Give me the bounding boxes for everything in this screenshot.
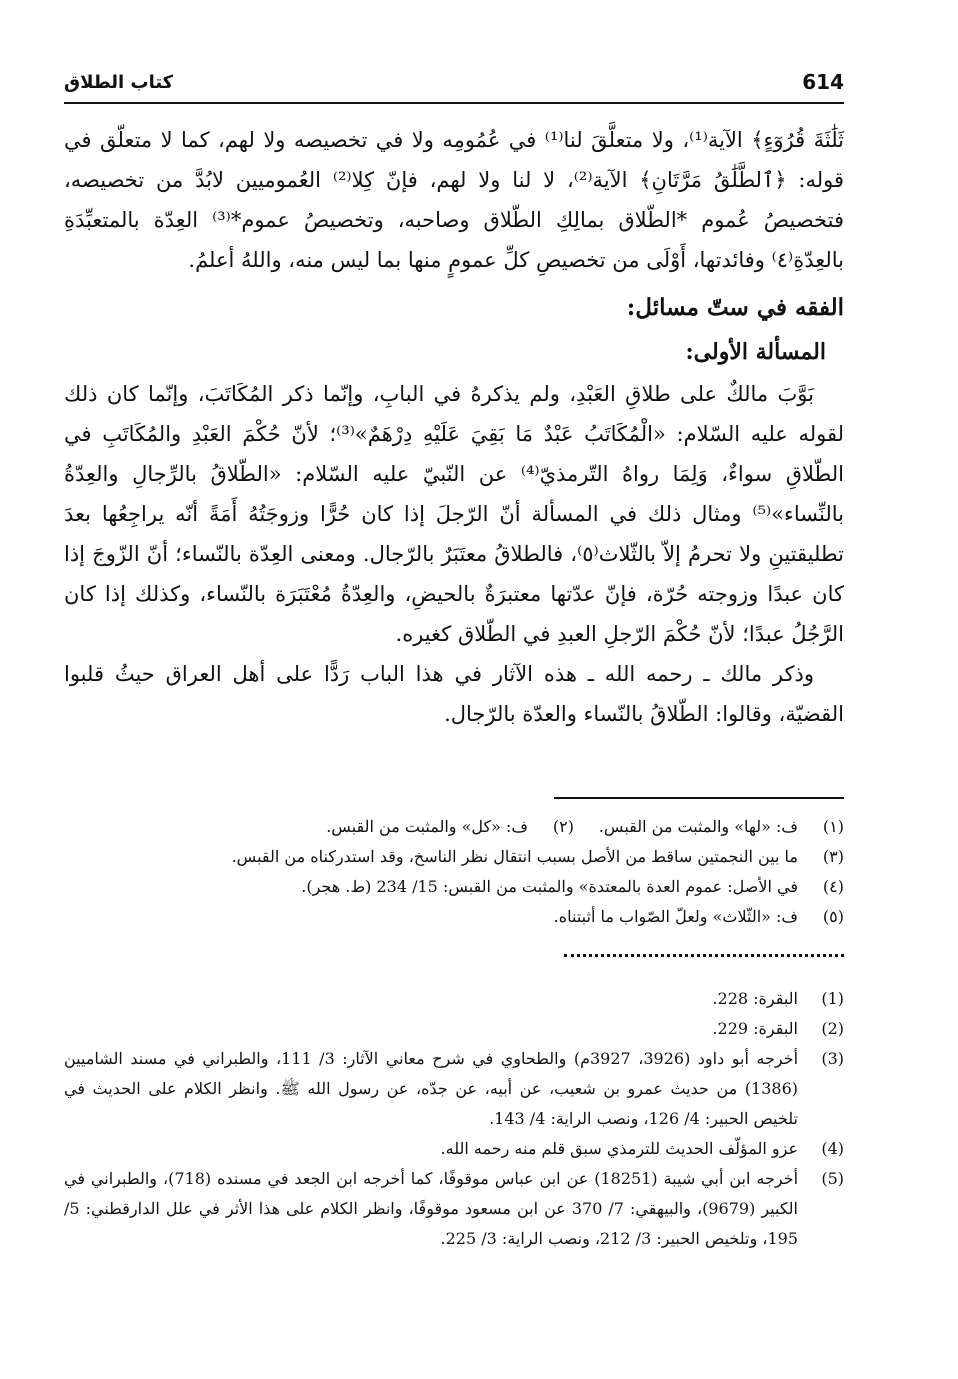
reference-note [64, 1014, 844, 1044]
reference-text: عزو المؤلّف الحديث للترمذي سبق قلم منه رحمه الله. [440, 1139, 798, 1158]
main-text [64, 120, 844, 734]
footnote [304, 812, 574, 842]
footnote-text: ف: «كل» والمثبت من القبس. [326, 817, 528, 836]
reference-text: البقرة: 229. [712, 1019, 798, 1038]
reference-number: (3) [821, 1049, 844, 1068]
subsection-heading: المسألة الأولى: [685, 339, 826, 365]
reference-number: (4) [821, 1139, 844, 1158]
footnote [64, 902, 844, 932]
footnote [64, 872, 844, 902]
dotted-separator [564, 954, 844, 957]
footnote-pair [64, 812, 844, 842]
reference-text: البقرة: 228. [712, 989, 798, 1008]
reference-note [64, 1044, 844, 1134]
reference-footnotes [64, 984, 844, 1254]
editor-footnotes [64, 812, 844, 932]
page-number: 614 [802, 70, 844, 94]
footnote-text: في الأصل: عموم العدة بالمعتدة» والمثبت من القبس: 15/ 234 (ط. هجر). [301, 877, 798, 896]
paragraph-2: بَوَّبَ مالكٌ على طلاقِ العَبْدِ، ولم يذكرهُ في البابِ، وإنّما ذكر المُكَاتَبَ، وإنّما كان ذلك لقوله عليه السّلام: «الْمُكَاتَبُ عَبْدٌ مَا بَقِيَ عَلَيْهِ دِرْهَمٌ»⁽³⁾؛ لأنّ حُكْمَ العَبْدِ والمُكَاتَبِ في الطّلاقِ سواءٌ، وَلِمَا رواهُ التّرمذيّ⁽⁴⁾ عن النّبيّ عليه السّلام: «الطّلاقُ بالرِّجالِ والعِدّةُ بالنِّساء»⁽⁵⁾ ومثال ذلك في المسألة أنّ الرّجلَ إذا كان حُرًّا وزوجَتُهُ أَمَةً أنّه يراجِعُها بعدَ تطليقتينِ ولا تحرمُ إلاّ بالثّلاث⁽٥⁾، فالطلاقُ معتَبَرٌ بالرّجال. ومعنى العِدّة بالنّساء؛ أنّ الزّوجَ إذا كان عبدًا وزوجته حُرّة، فإنّ عدّتها معتبرَةٌ بالحيضِ، والعِدّةُ مُعْتَبَرَة بالنّساء، وكذلك إذا كان الرَّجُلُ عبدًا؛ لأنّ حُكْمَ الرّجلِ العبدِ في الطّلاق كغيره. [64, 382, 845, 646]
reference-number: (2) [821, 1019, 844, 1038]
footnote-number: (٣) [822, 847, 844, 866]
reference-note [64, 1134, 844, 1164]
reference-number: (1) [821, 989, 844, 1008]
paragraph-3: وذكر مالك ـ رحمه الله ـ هذه الآثار في هذا الباب رَدًّا على أهل العراق حيثُ قلبوا القضيّة، وقالوا: الطّلاقُ بالنّساء والعدّة بالرّجال. [64, 662, 844, 726]
footnote [574, 812, 844, 842]
paragraph-1: ثَلَٰثَةَ قُرُوٓءٍ﴾ الآية⁽¹⁾، ولا متعلَّقَ لنا⁽¹⁾ في عُمُومِه ولا في تخصيصه ولا لهم، كما لا متعلّق في قوله: ﴿ٱلطَّلَٰقُ مَرَّتَانِ﴾ الآية⁽²⁾، لا لنا ولا لهم، فإنّ كِلا⁽²⁾ العُموميين لابُدَّ من تخصيصه، فتخصيصُ عُموم *الطّلاق بمالِكِ الطّلاق وصاحبه، وتخصيصُ عموم*⁽³⁾ العِدّة بالمتعبِّدَةِ بالعِدّةِ⁽٤⁾ وفائدتها، أَوْلَى من تخصيصِ كلِّ عمومٍ منها بما ليس منه، واللهُ أعلمُ. [64, 128, 844, 272]
reference-note [64, 1164, 844, 1254]
footnote-number: (٤) [822, 877, 844, 896]
footnote [64, 842, 844, 872]
footnote-text: ف: «الثّلاث» ولعلّ الصّواب ما أثبتناه. [553, 907, 798, 926]
footnote-number: (٥) [822, 907, 844, 926]
footnote-text: ف: «لها» والمثبت من القبس. [598, 817, 798, 836]
reference-number: (5) [821, 1169, 844, 1188]
section-heading: الفقه في ستّ مسائل: [626, 294, 844, 321]
footnote-text: ما بين النجمتين ساقط من الأصل بسبب انتقال نظر الناسخ، وقد استدركناه من القبس. [231, 847, 798, 866]
page-header [64, 68, 844, 104]
footnote-separator-line [554, 797, 844, 799]
footnote-number: (١) [822, 817, 844, 836]
running-title: كتاب الطلاق [64, 72, 174, 93]
reference-text: أخرجه أبو داود (3926، 3927م) والطحاوي في شرح معاني الآثار: 3/ 111، والطبراني في مسند الشاميين (1386) من حديث عمرو بن شعيب، عن أبيه، عن جدّه، عن رسول الله ﷺ. وانظر الكلام على الحديث في تلخيص الحبير: 4/ 126، ونصب الراية: 4/ 143. [64, 1049, 799, 1128]
reference-text: أخرجه ابن أبي شيبة (18251) عن ابن عباس موقوفًا، كما أخرجه ابن الجعد في مسنده (718)، والطبراني في الكبير (9679)، والبيهقي: 7/ 370 عن ابن مسعود موقوفًا، وانظر الكلام على هذا الأثر في علل الدارقطني: 5/ 195، وتلخيص الحبير: 3/ 212، ونصب الراية: 3/ 225. [64, 1169, 799, 1248]
reference-note [64, 984, 844, 1014]
footnote-number: (٢) [552, 817, 574, 836]
